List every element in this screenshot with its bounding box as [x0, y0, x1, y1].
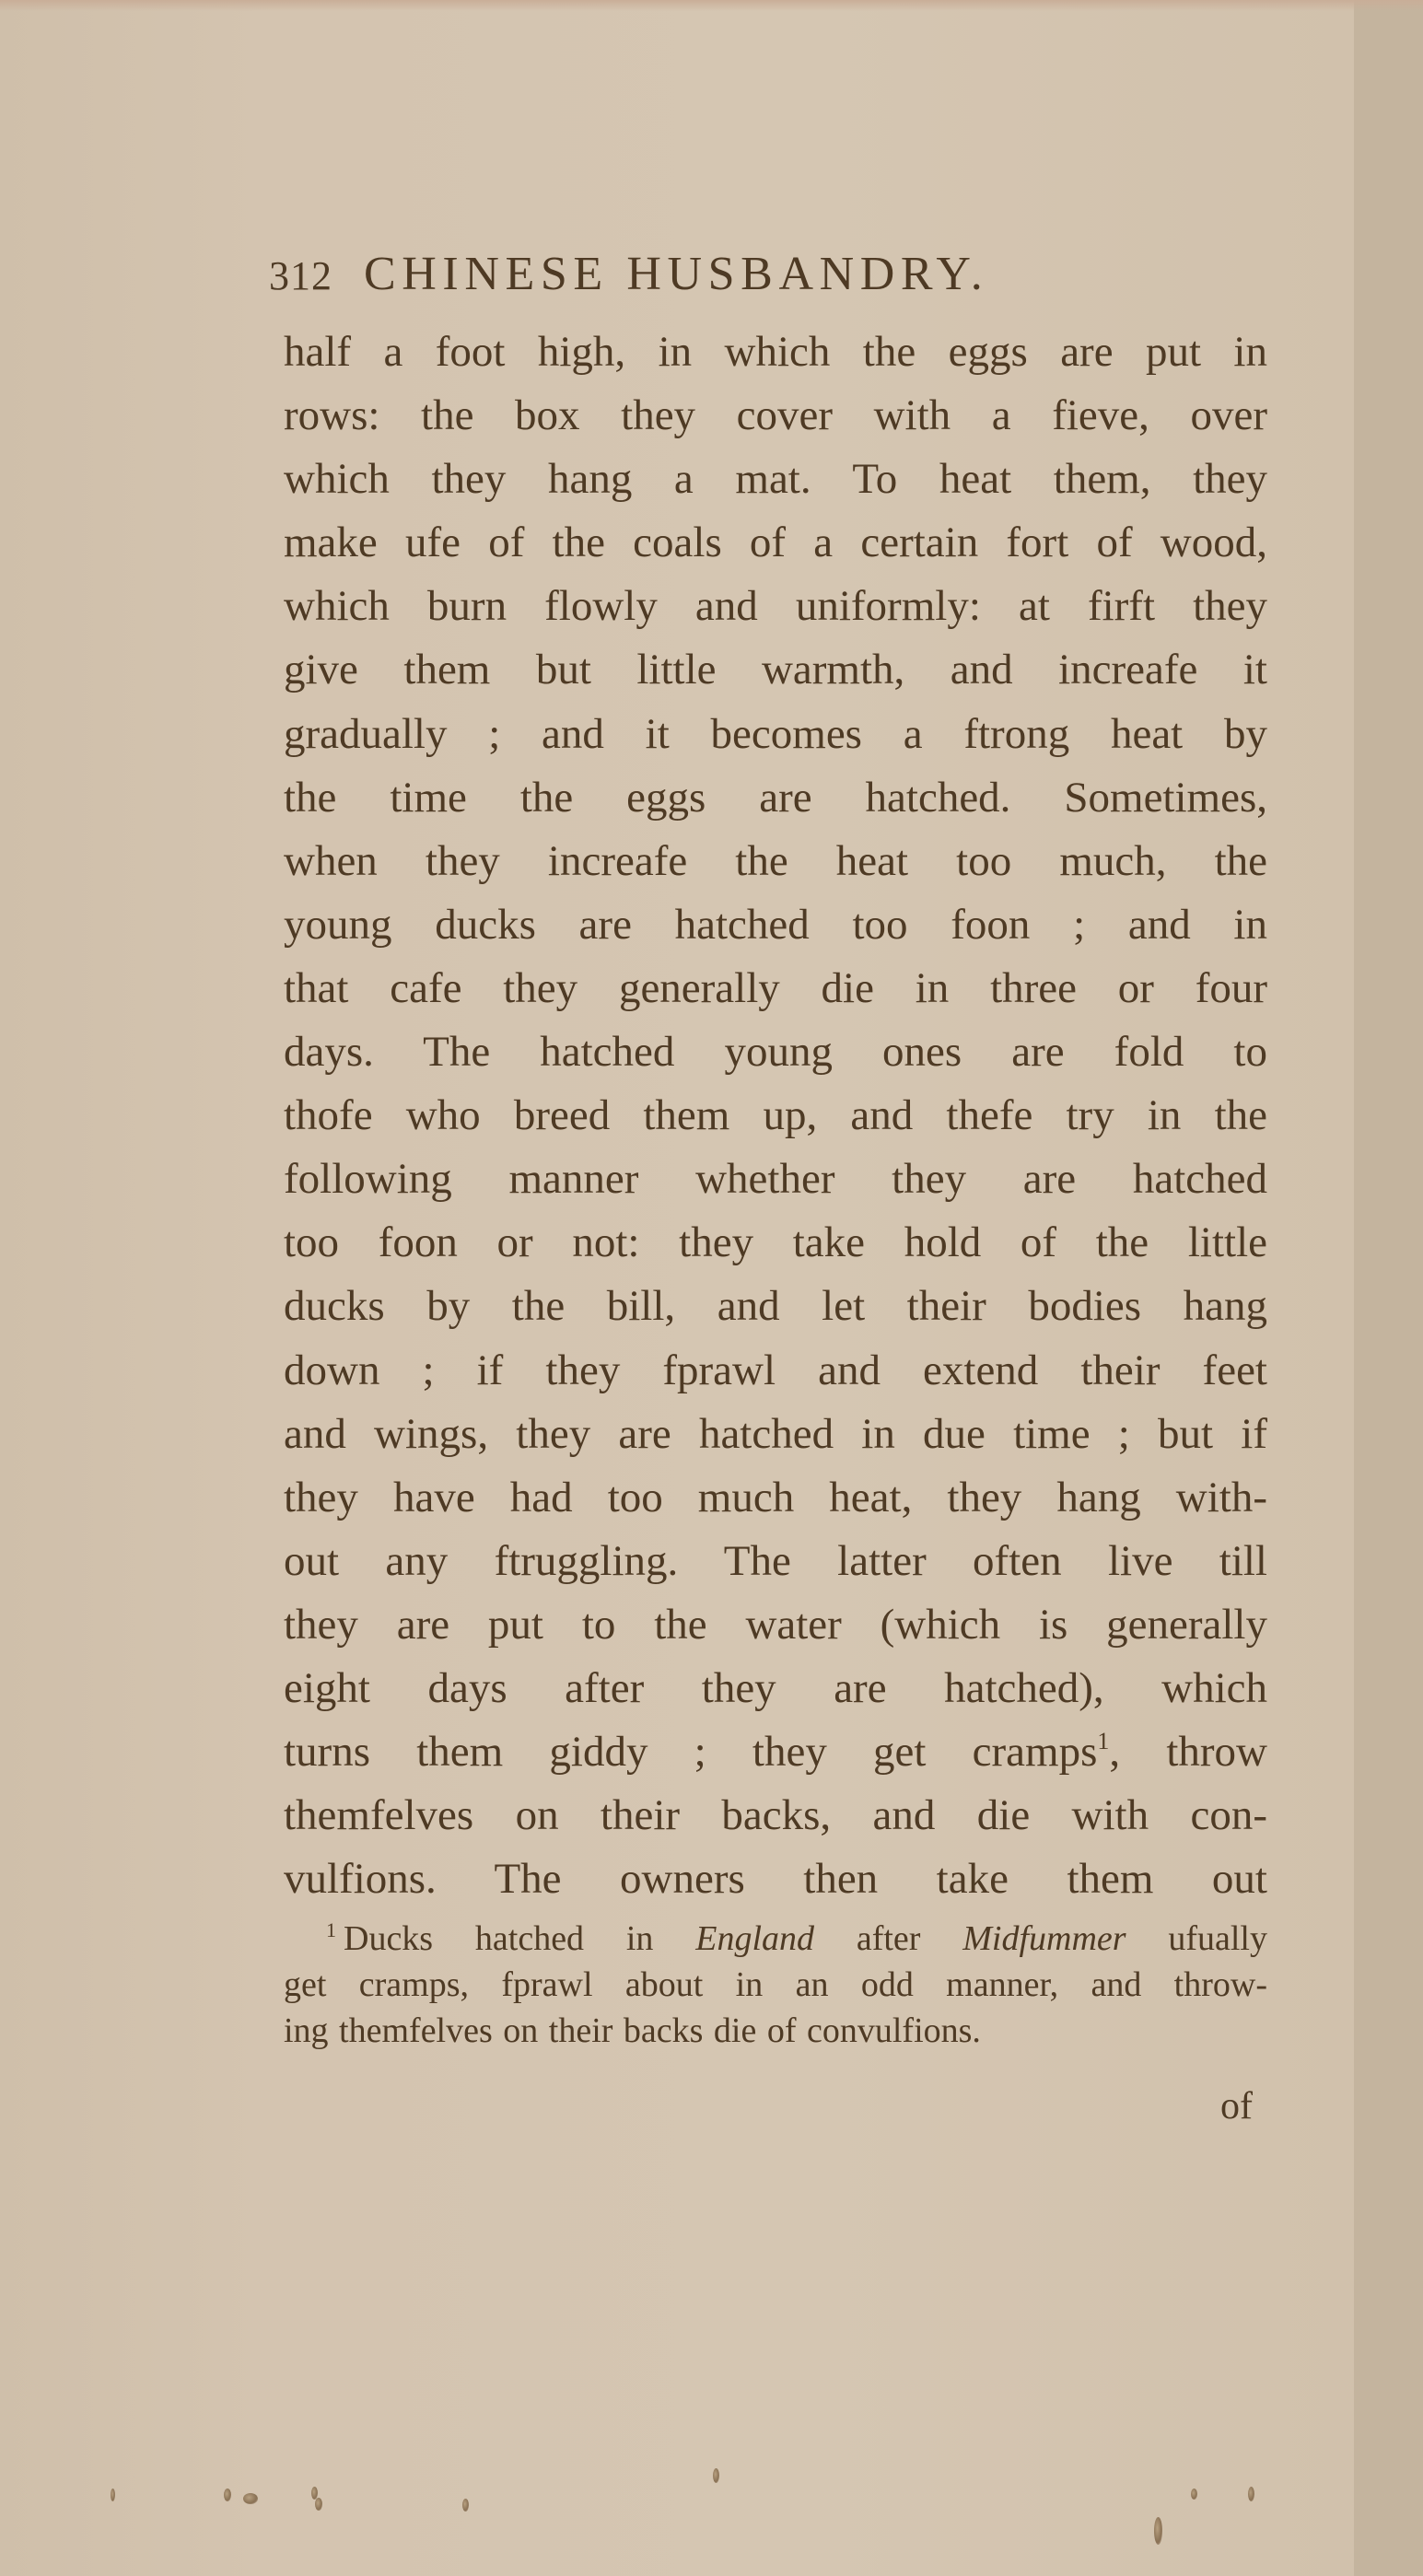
page-top-stain: [0, 0, 1423, 11]
text-line: half a foot high, in which the eggs are put in: [284, 328, 1267, 376]
text-line: they are put to the water (which is generally: [284, 1600, 1267, 1649]
footnote-line: ing themfelves on their backs die of convulfions.: [284, 2011, 981, 2050]
text-line: when they increafe the heat too much, the: [284, 836, 1267, 885]
text-line: following manner whether they are hatched: [284, 1155, 1267, 1204]
text-line: eight days after they are hatched), which: [284, 1663, 1267, 1712]
text-line: the time the eggs are hatched. Sometimes,: [284, 773, 1267, 822]
text-segment: , throw: [1109, 1728, 1267, 1777]
text-line: ducks by the bill, and let their bodies hang: [284, 1282, 1267, 1331]
text-line: which burn flowly and uniformly: at firft they: [284, 582, 1267, 631]
paper-speck: [1248, 2487, 1254, 2501]
paper-speck: [315, 2498, 322, 2511]
italic-season-name: Midfummer: [962, 1919, 1126, 1958]
paper-speck: [713, 2468, 719, 2483]
text-line: down ; if they fprawl and extend their feet: [284, 1346, 1267, 1394]
paper-speck: [111, 2489, 115, 2501]
text-line: gradually ; and it becomes a ftrong heat by: [284, 709, 1267, 758]
text-line: and wings, they are hatched in due time ; but if: [284, 1409, 1267, 1458]
paper-speck: [224, 2489, 231, 2501]
footnote: [284, 1916, 1267, 2054]
paper-speck: [462, 2499, 469, 2512]
paper-speck: [1154, 2517, 1162, 2545]
text-line: vulfions. The owners then take them out: [284, 1855, 1267, 1904]
footnote-reference[interactable]: 1: [1097, 1728, 1110, 1755]
page-number: 312: [269, 253, 332, 298]
paper-speck: [243, 2493, 258, 2504]
paper-speck: [1191, 2489, 1197, 2500]
text-line-with-note-ref: [284, 1720, 1267, 1784]
footnote-line: get cramps, fprawl about in an odd manner, and throw-: [284, 1965, 1267, 2004]
text-line: that cafe they generally die in three or four: [284, 963, 1267, 1012]
text-line: young ducks are hatched too foon ; and in: [284, 900, 1267, 949]
text-segment: ufually: [1126, 1919, 1267, 1958]
text-line: days. The hatched young ones are fold to: [284, 1028, 1267, 1077]
text-line: which they hang a mat. To heat them, they: [284, 455, 1267, 504]
footnote-line: [284, 1916, 1267, 1962]
text-line: they have had too much heat, they hang with-: [284, 1473, 1267, 1521]
text-line: give them but little warmth, and increafe it: [284, 646, 1267, 694]
text-segment: turns them giddy ; they get cramps: [284, 1728, 1098, 1777]
text-line: rows: the box they cover with a fieve, over: [284, 391, 1267, 440]
paper-speck: [311, 2487, 318, 2500]
text-line: make ufe of the coals of a certain fort of wood,: [284, 519, 1267, 567]
text-segment: Ducks hatched in: [344, 1919, 696, 1958]
page-edge-shadow: [1354, 0, 1423, 2576]
text-line: themfelves on their backs, and die with con-: [284, 1791, 1267, 1840]
text-line: too foon or not: they take hold of the little: [284, 1218, 1267, 1267]
text-line: thofe who breed them up, and thefe try in the: [284, 1091, 1267, 1140]
running-head-title: CHINESE HUSBANDRY.: [364, 248, 989, 300]
italic-place-name: England: [695, 1919, 815, 1958]
text-segment: after: [814, 1919, 963, 1958]
footnote-mark: 1: [326, 1918, 336, 1941]
text-line: out any ftruggling. The latter often live till: [284, 1536, 1267, 1585]
body-text: [284, 321, 1267, 1911]
running-head: [269, 247, 1282, 311]
catchword: of: [1220, 2085, 1253, 2127]
